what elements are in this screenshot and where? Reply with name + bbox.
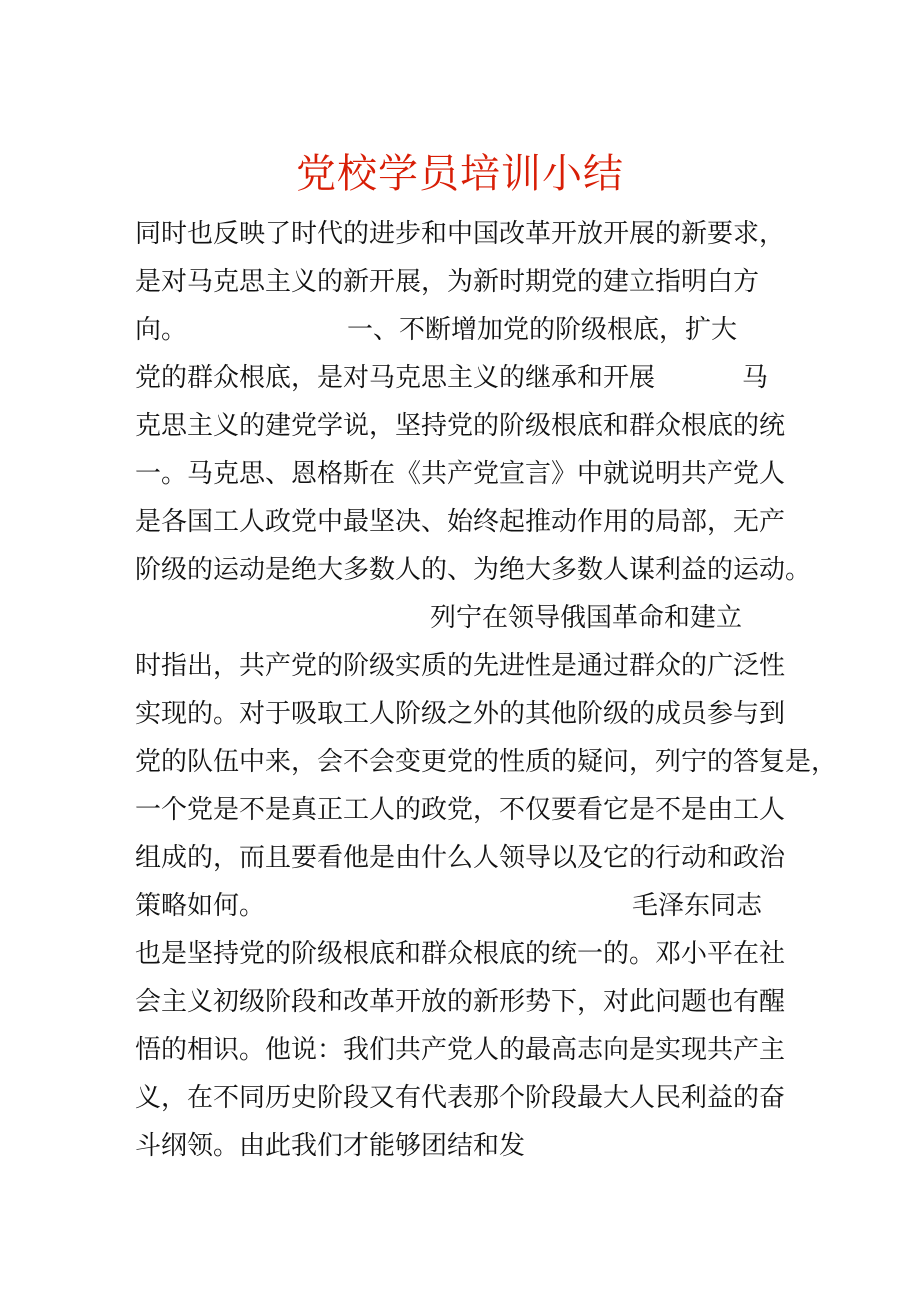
body-line-8: 阶级的运动是绝大多数人的、为绝大多数人谋利益的运动。 — [135, 555, 812, 585]
body-line-10: 时指出，共产党的阶级实质的先进性是通过群众的广泛性 — [135, 651, 786, 681]
body-line-15 — [135, 882, 775, 930]
body-line-1: 同时也反映了时代的进步和中国改革开放开展的新要求， — [135, 219, 786, 249]
body-line-6: 一。马克思、恩格斯在《共产党宣言》中就说明共产党人 — [135, 459, 786, 489]
body-line-17: 会主义初级阶段和改革开放的新形势下，对此问题也有醒 — [135, 987, 786, 1017]
body-line-7: 是各国工人政党中最坚决、始终起推动作用的局部，无产 — [135, 507, 786, 537]
body-line-19: 义，在不同历史阶段又有代表那个阶段最大人民利益的奋 — [135, 1083, 786, 1113]
body-line-9 — [135, 594, 775, 642]
body-line-12: 党的队伍中来，会不会变更党的性质的疑问，列宁的答复是， — [135, 747, 838, 777]
section-heading-1: 一、不断增加党的阶级根底，扩大 — [347, 315, 738, 345]
body-line-3-left: 向。 — [135, 315, 188, 345]
body-line-5: 克思主义的建党学说，坚持党的阶级根底和群众根底的统 — [135, 411, 786, 441]
body-line-4-left: 党的群众根底，是对马克思主义的继承和开展 — [135, 363, 656, 393]
body-line-20: 斗纲领。由此我们才能够团结和发 — [135, 1131, 526, 1161]
body-line-11: 实现的。对于吸取工人阶级之外的其他阶级的成员参与到 — [135, 699, 786, 729]
body-line-4 — [135, 354, 775, 402]
body-line-4-right: 马 — [742, 363, 769, 393]
body-line-3 — [135, 306, 775, 354]
body-line-2: 是对马克思主义的新开展，为新时期党的建立指明白方 — [135, 267, 760, 297]
body-line-16: 也是坚持党的阶级根底和群众根底的统一的。邓小平在社 — [135, 939, 786, 969]
body-line-15-left: 策略如何。 — [135, 891, 266, 921]
body-line-14: 组成的，而且要看他是由什么人领导以及它的行动和政治 — [135, 843, 786, 873]
body-line-13: 一个党是不是真正工人的政党，不仅要看它是不是由工人 — [135, 795, 786, 825]
body-line-9-right: 列宁在领导俄国革命和建立 — [430, 603, 743, 633]
body-line-18: 悟的相识。他说：我们共产党人的最高志向是实现共产主 — [135, 1035, 786, 1065]
body-line-15-right: 毛泽东同志 — [632, 891, 763, 921]
document-title: 党校学员培训小结 — [296, 151, 624, 197]
